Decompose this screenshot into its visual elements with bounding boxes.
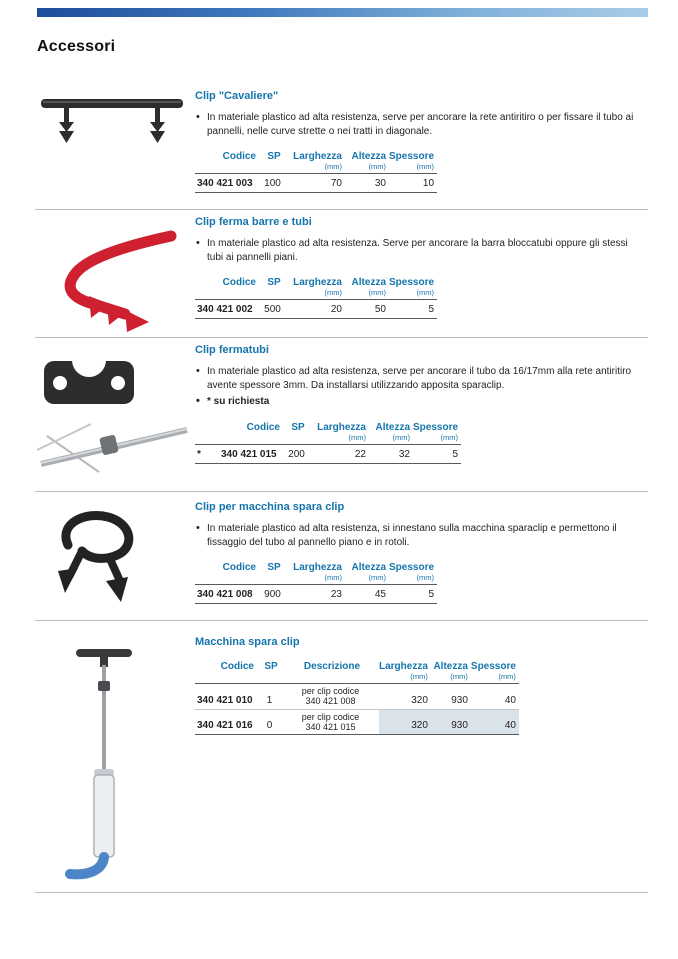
bullet-item-note: • * su richiesta <box>195 395 640 409</box>
spec-table <box>195 659 519 735</box>
cell-larghezza: 70 <box>289 174 345 193</box>
unit-label: (mm) <box>389 288 437 300</box>
col-header-codice: Codice <box>246 421 280 433</box>
descrizione-line2: 340 421 015 <box>305 722 356 733</box>
unit-spacer <box>257 672 285 684</box>
unit-spacer <box>283 433 313 445</box>
cell-altezza: 50 <box>345 300 389 319</box>
table-row <box>195 174 437 193</box>
table-row <box>195 684 519 710</box>
cell-spessore: 10 <box>389 174 437 193</box>
spec-table <box>195 149 437 193</box>
section-divider <box>35 209 648 210</box>
bullet-list <box>195 365 653 409</box>
section-divider <box>35 337 648 338</box>
col-header-spessore: Spessore <box>470 661 516 672</box>
section-divider <box>35 620 648 621</box>
bottom-divider <box>35 892 648 893</box>
cell-spessore: 5 <box>389 585 437 604</box>
cell-sp: 100 <box>259 174 289 193</box>
unit-label: (mm) <box>289 162 345 174</box>
clip-cavaliere-image <box>37 93 187 156</box>
unit-label: (mm) <box>369 433 413 445</box>
cell-sp: 500 <box>259 300 289 319</box>
cell-codice: 340 421 010 <box>195 684 257 710</box>
clip-ferma-barre-image <box>33 222 185 339</box>
unit-spacer <box>285 672 379 684</box>
clip-fermatubi-image <box>42 346 137 413</box>
section-clip-per-macchina <box>195 501 653 604</box>
unit-label: (mm) <box>389 573 437 585</box>
col-header-altezza: Altezza <box>351 277 386 288</box>
col-header-codice: Codice <box>222 151 256 162</box>
table-row <box>195 585 437 604</box>
col-header-codice: Codice <box>220 661 254 672</box>
cell-spessore: 5 <box>389 300 437 319</box>
section-heading: Clip ferma barre e tubi <box>195 216 312 228</box>
cell-descrizione <box>285 709 379 735</box>
col-header-larghezza: Larghezza <box>293 277 342 288</box>
cell-codice: 340 421 008 <box>195 585 259 604</box>
clip-cavaliere-drawing <box>37 93 187 151</box>
section-divider <box>35 491 648 492</box>
section-clip-fermatubi <box>195 344 653 464</box>
descrizione-line2: 340 421 008 <box>305 696 356 707</box>
spec-table <box>195 275 437 319</box>
table-row <box>195 300 437 319</box>
col-header-larghezza: Larghezza <box>293 151 342 162</box>
cell-spessore: 5 <box>413 444 461 463</box>
section-heading: Macchina spara clip <box>195 636 300 648</box>
unit-label: (mm) <box>471 672 519 684</box>
section-clip-cavaliere <box>195 90 653 193</box>
top-accent-bar <box>37 8 648 17</box>
cell-codice: 340 421 003 <box>195 174 259 193</box>
col-header-spessore: Spessore <box>413 421 459 433</box>
cell-sp: 1 <box>257 684 285 710</box>
cell-altezza: 45 <box>345 585 389 604</box>
col-header-altezza: Altezza <box>375 421 410 433</box>
cell-sp: 200 <box>283 444 313 463</box>
cell-altezza: 32 <box>369 444 413 463</box>
unit-label: (mm) <box>289 573 345 585</box>
col-header-sp: SP <box>264 661 278 672</box>
unit-spacer <box>195 573 259 585</box>
bullet-item: • In materiale plastico ad alta resistenza, serve per ancorare il tubo da 16/17mm alla rete antiritiro avente spessore 3mm. Da installarsi utilizzando apposita sparaclip. <box>195 365 640 392</box>
unit-spacer <box>195 433 219 445</box>
cell-codice: 340 421 002 <box>195 300 259 319</box>
cell-codice: 340 421 015 <box>219 444 283 463</box>
unit-spacer <box>259 573 289 585</box>
col-header-larghezza: Larghezza <box>317 421 366 433</box>
unit-spacer <box>259 162 289 174</box>
section-heading: Clip fermatubi <box>195 344 269 356</box>
col-header-altezza: Altezza <box>433 661 468 672</box>
cell-altezza: 930 <box>431 684 471 710</box>
cell-spessore: 40 <box>471 684 519 710</box>
section-macchina-spara-clip <box>195 636 653 735</box>
clip-fermatubi-drawing <box>42 346 137 408</box>
bullet-list <box>195 522 653 549</box>
unit-label: (mm) <box>345 288 389 300</box>
bullet-list <box>195 237 653 264</box>
section-heading: Clip per macchina spara clip <box>195 501 345 513</box>
macchina-spara-clip-drawing <box>58 645 153 883</box>
cell-altezza: 30 <box>345 174 389 193</box>
descrizione-line1: per clip codice <box>301 711 360 722</box>
spec-table <box>195 560 437 604</box>
col-header-descrizione: Descrizione <box>303 661 361 672</box>
col-header-spessore: Spessore <box>389 151 435 162</box>
fermatubi-rod-image <box>35 414 193 481</box>
col-header-spessore: Spessore <box>389 562 435 573</box>
col-header-sp: SP <box>267 151 281 162</box>
unit-spacer <box>195 672 257 684</box>
cell-larghezza: 23 <box>289 585 345 604</box>
cell-note: * <box>195 444 219 463</box>
cell-spessore: 40 <box>471 709 519 735</box>
unit-spacer <box>259 288 289 300</box>
col-header-codice: Codice <box>222 562 256 573</box>
unit-spacer <box>195 288 259 300</box>
col-header-altezza: Altezza <box>351 562 386 573</box>
cell-sp: 900 <box>259 585 289 604</box>
unit-label: (mm) <box>345 162 389 174</box>
bullet-item: • In materiale plastico ad alta resistenza, serve per ancorare la rete antiritiro o per fissare il tubo ai pannelli, nelle curve strette o nei tratti in diagonale. <box>195 111 640 138</box>
col-header-larghezza: Larghezza <box>293 562 342 573</box>
unit-label: (mm) <box>389 162 437 174</box>
col-header-codice: Codice <box>222 277 256 288</box>
unit-label: (mm) <box>413 433 461 445</box>
macchina-spara-clip-image <box>58 645 153 888</box>
bullet-item: • In materiale plastico ad alta resistenza. Serve per ancorare la barra bloccatubi oppure gli stessi tubi ai pannelli piani. <box>195 237 640 264</box>
col-header-sp: SP <box>267 562 281 573</box>
table-row <box>195 709 519 735</box>
unit-label: (mm) <box>379 672 431 684</box>
table-row <box>195 444 461 463</box>
cell-codice: 340 421 016 <box>195 709 257 735</box>
clip-per-macchina-image <box>38 505 153 610</box>
fermatubi-rod-drawing <box>35 414 193 476</box>
cell-larghezza: 20 <box>289 300 345 319</box>
unit-label: (mm) <box>289 288 345 300</box>
col-header-sp: SP <box>267 277 281 288</box>
bullet-list <box>195 111 653 138</box>
col-header-spessore: Spessore <box>389 277 435 288</box>
unit-label: (mm) <box>431 672 471 684</box>
section-clip-ferma-barre <box>195 216 653 319</box>
cell-larghezza: 320 <box>379 709 431 735</box>
page-title: Accessori <box>37 38 116 55</box>
clip-ferma-barre-drawing <box>33 222 185 334</box>
section-heading: Clip "Cavaliere" <box>195 90 279 102</box>
col-header-sp: SP <box>291 421 305 433</box>
cell-larghezza: 22 <box>313 444 369 463</box>
col-header-note <box>195 420 219 433</box>
bullet-item: • In materiale plastico ad alta resistenza, si innestano sulla macchina sparaclip e permettono il fissaggio del tubo al pannello piano e in rotoli. <box>195 522 640 549</box>
cell-sp: 0 <box>257 709 285 735</box>
descrizione-line1: per clip codice <box>301 686 360 696</box>
cell-larghezza: 320 <box>379 684 431 710</box>
cell-altezza: 930 <box>431 709 471 735</box>
spec-table <box>195 420 461 464</box>
unit-label: (mm) <box>345 573 389 585</box>
unit-spacer <box>219 433 283 445</box>
col-header-larghezza: Larghezza <box>379 661 428 672</box>
cell-descrizione <box>285 684 379 710</box>
clip-per-macchina-drawing <box>38 505 153 605</box>
unit-label: (mm) <box>313 433 369 445</box>
col-header-altezza: Altezza <box>351 151 386 162</box>
unit-spacer <box>195 162 259 174</box>
